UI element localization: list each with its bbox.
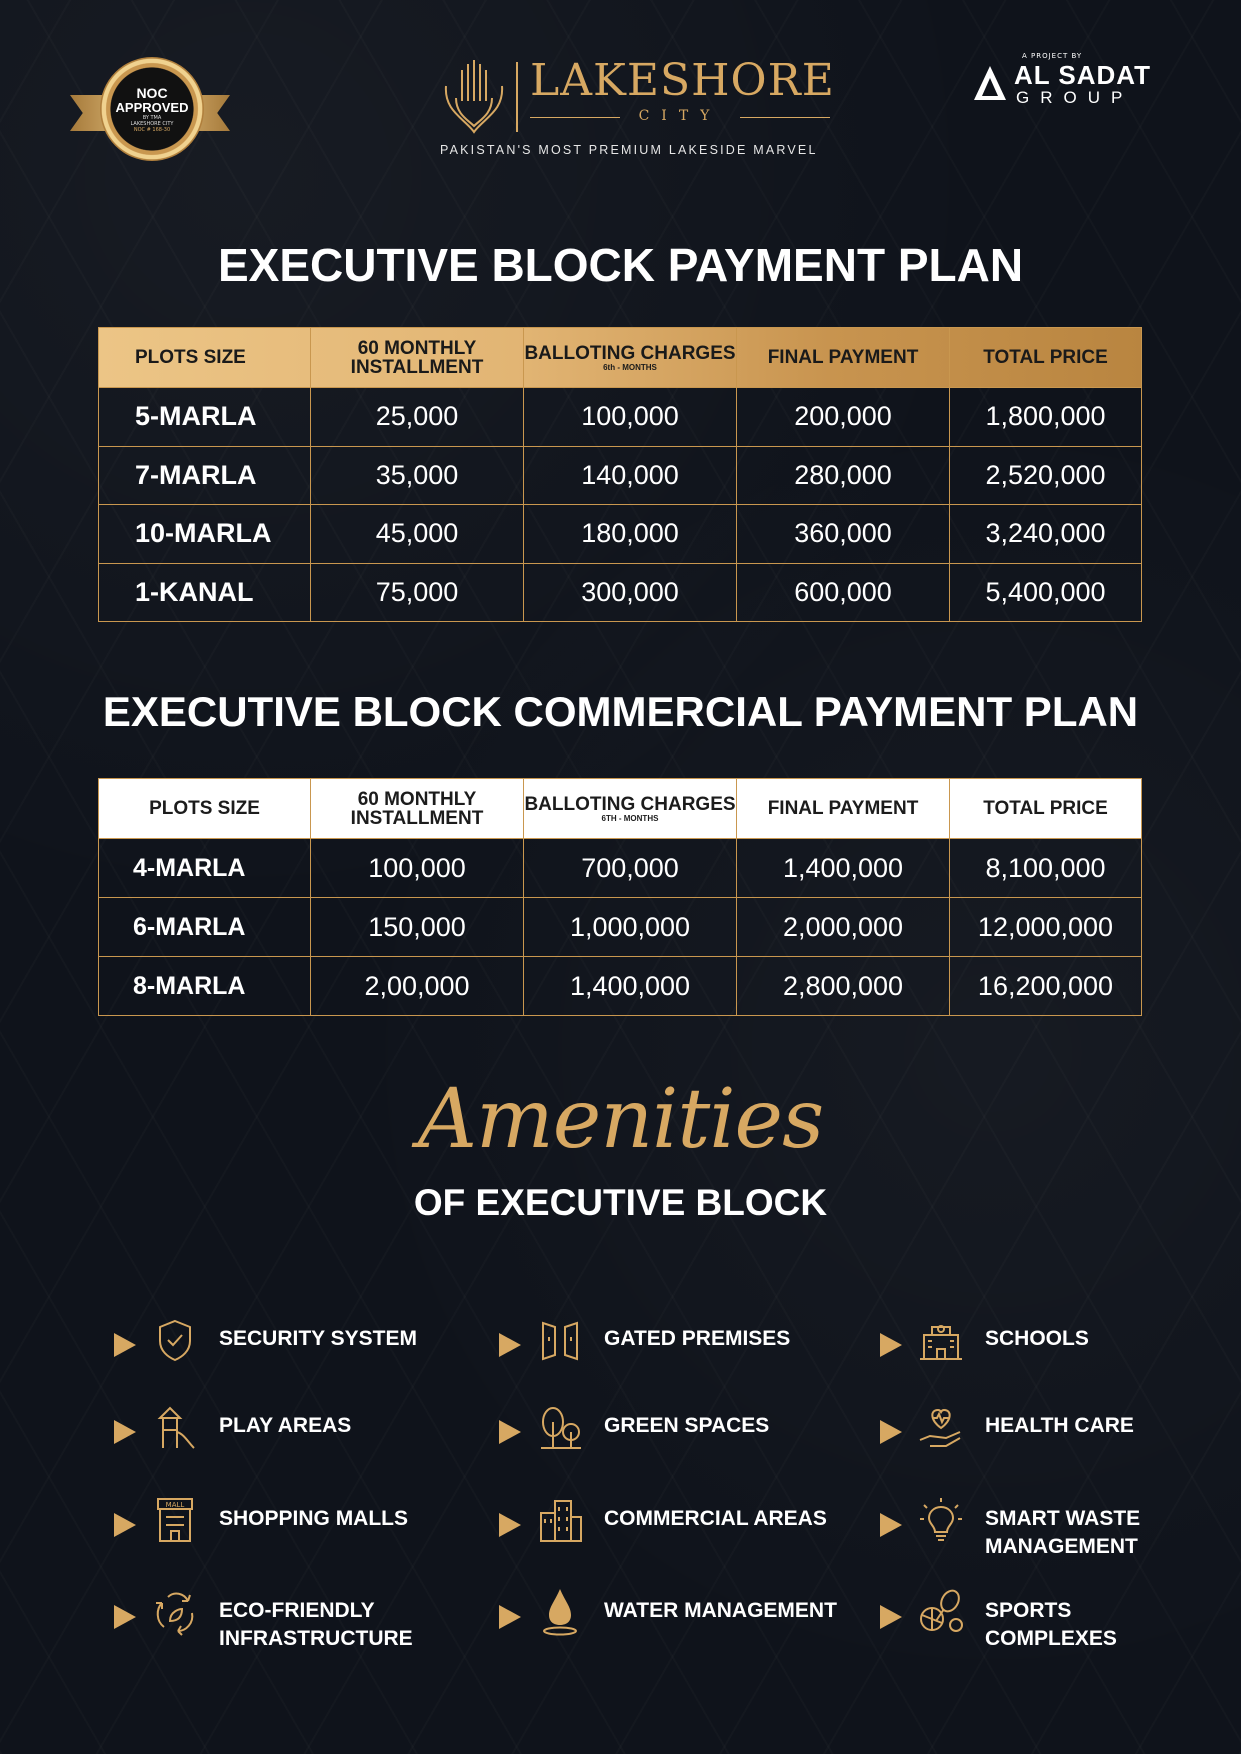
lightbulb-icon bbox=[916, 1495, 966, 1545]
cell-final: 200,000 bbox=[737, 388, 950, 447]
header bbox=[0, 0, 1241, 170]
sports-icon bbox=[916, 1587, 966, 1637]
header-total-price: TOTAL PRICE bbox=[950, 328, 1142, 388]
header-balloting bbox=[524, 779, 737, 839]
brand-city: CITY bbox=[530, 108, 830, 124]
header-balloting-note: 6th - MONTHS bbox=[603, 362, 657, 372]
cell-size: 4-MARLA bbox=[99, 839, 311, 898]
playground-icon bbox=[150, 1402, 200, 1452]
table-row bbox=[99, 563, 1142, 622]
gate-icon bbox=[535, 1315, 585, 1365]
header-plots-size: PLOTS SIZE bbox=[99, 328, 311, 388]
table-header-row bbox=[99, 328, 1142, 388]
mall-icon bbox=[150, 1495, 200, 1545]
cell-size: 7-MARLA bbox=[99, 446, 311, 505]
plan2-title: EXECUTIVE BLOCK COMMERCIAL PAYMENT PLAN bbox=[102, 688, 1139, 735]
developer-group: GROUP bbox=[1016, 88, 1134, 107]
lakeshore-emblem-icon bbox=[438, 56, 508, 136]
school-icon bbox=[916, 1315, 966, 1365]
amenity-commercial-areas bbox=[499, 1495, 859, 1555]
amenity-smart-waste bbox=[880, 1495, 1180, 1558]
amenity-label: SHOPPING MALLS bbox=[219, 1507, 409, 1530]
header-installment-label: 60 MONTHLY INSTALLMENT bbox=[350, 337, 484, 378]
amenity-label: SMART WASTE MANAGEMENT bbox=[985, 1507, 1141, 1558]
amenity-label: ECO-FRIENDLY INFRASTRUCTURE bbox=[219, 1599, 413, 1650]
al-sadat-emblem-icon bbox=[972, 64, 1008, 104]
table-row bbox=[99, 446, 1142, 505]
cell-balloting: 1,000,000 bbox=[524, 898, 737, 957]
cell-balloting: 140,000 bbox=[524, 446, 737, 505]
table-header-row bbox=[99, 779, 1142, 839]
arrow-bullet-icon bbox=[114, 1513, 136, 1537]
amenity-label: GATED PREMISES bbox=[604, 1327, 791, 1350]
arrow-bullet-icon bbox=[880, 1420, 902, 1444]
arrow-bullet-icon bbox=[880, 1513, 902, 1537]
header-balloting-label: BALLOTING CHARGES bbox=[524, 793, 736, 815]
cell-final: 2,000,000 bbox=[737, 898, 950, 957]
cell-installment: 25,000 bbox=[311, 388, 524, 447]
buildings-icon bbox=[535, 1495, 585, 1545]
amenity-label: SPORTS COMPLEXES bbox=[985, 1599, 1117, 1650]
developer-project-by: A PROJECT BY bbox=[1022, 52, 1083, 60]
header-installment bbox=[311, 328, 524, 388]
header-balloting bbox=[524, 328, 737, 388]
amenity-security-system bbox=[114, 1315, 474, 1375]
recycle-icon bbox=[150, 1587, 200, 1637]
arrow-bullet-icon bbox=[880, 1333, 902, 1357]
amenities-script-title: Amenities bbox=[417, 1072, 824, 1167]
amenity-label: GREEN SPACES bbox=[604, 1414, 770, 1437]
amenity-water-management bbox=[499, 1587, 859, 1647]
cell-total: 3,240,000 bbox=[950, 505, 1142, 564]
noc-line3: BY TMA bbox=[142, 114, 162, 121]
logo-divider bbox=[516, 62, 518, 132]
cell-total: 1,800,000 bbox=[950, 388, 1142, 447]
table-row bbox=[99, 839, 1142, 898]
header-installment-label: 60 MONTHLY INSTALLMENT bbox=[350, 788, 484, 829]
cell-final: 280,000 bbox=[737, 446, 950, 505]
amenity-label: PLAY AREAS bbox=[219, 1414, 352, 1437]
lakeshore-logo bbox=[430, 50, 835, 160]
water-drop-icon bbox=[535, 1587, 585, 1637]
cell-balloting: 700,000 bbox=[524, 839, 737, 898]
arrow-bullet-icon bbox=[499, 1420, 521, 1444]
amenity-label: SCHOOLS bbox=[985, 1327, 1089, 1350]
header-installment bbox=[311, 779, 524, 839]
noc-seal bbox=[100, 57, 204, 161]
developer-logo bbox=[972, 52, 1162, 112]
arrow-bullet-icon bbox=[114, 1605, 136, 1629]
header-final-payment: FINAL PAYMENT bbox=[737, 328, 950, 388]
cell-balloting: 180,000 bbox=[524, 505, 737, 564]
developer-name: AL SADAT bbox=[1014, 60, 1152, 90]
header-balloting-label: BALLOTING CHARGES bbox=[524, 342, 736, 364]
header-total-price: TOTAL PRICE bbox=[950, 779, 1142, 839]
cell-installment: 45,000 bbox=[311, 505, 524, 564]
cell-balloting: 100,000 bbox=[524, 388, 737, 447]
amenity-health-care bbox=[880, 1402, 1180, 1462]
header-balloting-note: 6TH - MONTHS bbox=[601, 813, 659, 823]
table-row bbox=[99, 957, 1142, 1016]
noc-line2: APPROVED bbox=[115, 99, 189, 115]
header-plots-size: PLOTS SIZE bbox=[99, 779, 311, 839]
amenity-green-spaces bbox=[499, 1402, 859, 1462]
amenity-label: HEALTH CARE bbox=[985, 1414, 1134, 1437]
healthcare-icon bbox=[916, 1402, 966, 1452]
commercial-payment-plan-table bbox=[98, 778, 1142, 1016]
noc-line5: NOC # 168-30 bbox=[133, 126, 171, 133]
cell-size: 5-MARLA bbox=[99, 388, 311, 447]
cell-size: 10-MARLA bbox=[99, 505, 311, 564]
cell-final: 360,000 bbox=[737, 505, 950, 564]
noc-line1: NOC bbox=[136, 84, 168, 101]
cell-balloting: 300,000 bbox=[524, 563, 737, 622]
cell-balloting: 1,400,000 bbox=[524, 957, 737, 1016]
plan1-title: EXECUTIVE BLOCK PAYMENT PLAN bbox=[217, 239, 1024, 291]
amenity-label: WATER MANAGEMENT bbox=[604, 1599, 837, 1622]
arrow-bullet-icon bbox=[499, 1513, 521, 1537]
arrow-bullet-icon bbox=[499, 1333, 521, 1357]
noc-approved-badge bbox=[70, 55, 230, 170]
cell-total: 8,100,000 bbox=[950, 839, 1142, 898]
arrow-bullet-icon bbox=[114, 1333, 136, 1357]
cell-size: 6-MARLA bbox=[99, 898, 311, 957]
amenity-schools bbox=[880, 1315, 1180, 1375]
cell-total: 2,520,000 bbox=[950, 446, 1142, 505]
cell-installment: 35,000 bbox=[311, 446, 524, 505]
brand-tagline: PAKISTAN'S MOST PREMIUM LAKESIDE MARVEL bbox=[440, 143, 818, 157]
payment-plan-table bbox=[98, 327, 1142, 622]
table-row bbox=[99, 505, 1142, 564]
amenity-sports-complexes bbox=[880, 1587, 1180, 1650]
cell-installment: 100,000 bbox=[311, 839, 524, 898]
cell-size: 1-KANAL bbox=[99, 563, 311, 622]
arrow-bullet-icon bbox=[114, 1420, 136, 1444]
cell-final: 600,000 bbox=[737, 563, 950, 622]
amenity-label: SECURITY SYSTEM bbox=[219, 1327, 417, 1350]
trees-icon bbox=[535, 1402, 585, 1452]
arrow-bullet-icon bbox=[880, 1605, 902, 1629]
cell-installment: 2,00,000 bbox=[311, 957, 524, 1016]
cell-final: 2,800,000 bbox=[737, 957, 950, 1016]
amenity-label: COMMERCIAL AREAS bbox=[604, 1507, 827, 1530]
arrow-bullet-icon bbox=[499, 1605, 521, 1629]
cell-installment: 150,000 bbox=[311, 898, 524, 957]
amenity-gated-premises bbox=[499, 1315, 859, 1375]
cell-final: 1,400,000 bbox=[737, 839, 950, 898]
cell-installment: 75,000 bbox=[311, 563, 524, 622]
cell-total: 16,200,000 bbox=[950, 957, 1142, 1016]
table-row bbox=[99, 898, 1142, 957]
cell-total: 5,400,000 bbox=[950, 563, 1142, 622]
noc-line4: LAKESHORE CITY bbox=[130, 120, 174, 127]
table-row bbox=[99, 388, 1142, 447]
amenities-subtitle: OF EXECUTIVE BLOCK bbox=[413, 1182, 828, 1223]
amenity-eco-friendly bbox=[114, 1587, 474, 1650]
amenity-shopping-malls bbox=[114, 1495, 474, 1555]
svg-text:MALL: MALL bbox=[165, 1501, 185, 1509]
amenity-play-areas bbox=[114, 1402, 474, 1462]
cell-size: 8-MARLA bbox=[99, 957, 311, 1016]
shield-icon bbox=[150, 1315, 200, 1365]
cell-total: 12,000,000 bbox=[950, 898, 1142, 957]
brand-name: LAKESHORE bbox=[530, 55, 835, 106]
header-final-payment: FINAL PAYMENT bbox=[737, 779, 950, 839]
